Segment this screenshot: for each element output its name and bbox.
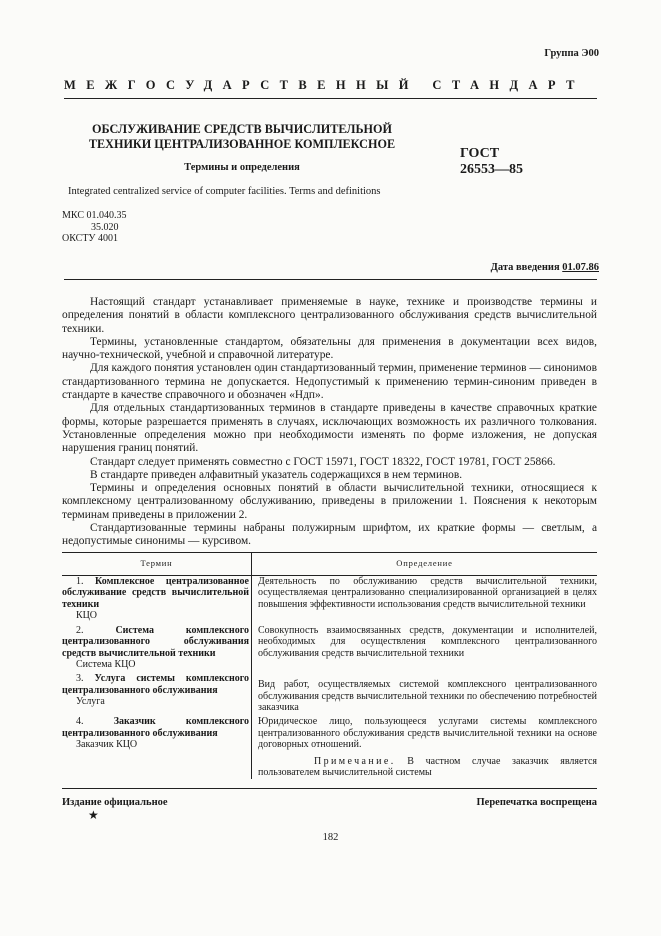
term-name: Комплексное централизованное обслуживание средств вычислительной техники [62,576,249,610]
term-short-form: Система КЦО [76,659,136,671]
term-name: Услуга системы комплексного централизованного обслуживания [62,673,250,696]
definition-cell: Вид работ, осуществляемых системой комплексного централизованного обслуживания средств вычислительной техники по обеспечению потребностей заказчика [258,679,597,713]
star-icon: ★ [88,808,99,822]
paragraph: Стандарт следует применять совместно с ГОСТ 15971, ГОСТ 18322, ГОСТ 19781, ГОСТ 25866. [90,455,556,468]
top-rule [64,98,597,99]
term-short-form: КЦО [76,609,97,621]
footer-official-edition: Издание официальное [62,797,168,808]
title-line-1: ОБСЛУЖИВАНИЕ СРЕДСТВ ВЫЧИСЛИТЕЛЬНОЙ [92,122,392,136]
term-name: Система комплексного централизованного обслуживания средств вычислительной техники [62,625,249,659]
introduction-date [491,262,599,273]
gost-number: 26553—85 [460,162,523,177]
intro-date-value: 01.07.86 [562,262,599,273]
header-title: МЕЖГОСУДАРСТВЕННЫЙ СТАНДАРТ [64,78,585,92]
english-title: Integrated centralized service of computer facilities. Terms and definitions [68,186,381,197]
term-number: 2. [76,625,84,637]
table-row [62,576,597,622]
classifier-codes [62,210,126,245]
intro-date-label: Дата введения [490,262,563,273]
definition-text: Юридическое лицо, пользующееся услугами системы комплексного централизованного обслуживания средств вычислительной техники на основе договорных отношений. [258,716,597,750]
paragraph: Для отдельных стандартизованных терминов в стандарте приведены в качестве справочных краткие формы, которые разрешается применять в случаях, исключающих возможность их различного толкования. Установленные определения можно при необходимости изменять по форме изложения, не допуская нарушения границ понятий. [62,402,597,455]
definition-cell [252,713,598,778]
intro-rule [64,279,597,280]
gost-label: ГОСТ [460,146,500,161]
definition-cell: Совокупность взаимосвязанных средств, документации и исполнителей, необходимых для осуществления комплексного централизованного обслуживания средств вычислительной техники [258,625,597,659]
paragraph: Термины, установленные стандартом, обязательны для применения в документации всех видов, научно-технической, учебной и справочной литературе. [62,335,597,362]
paragraph: Термины и определения основных понятий в области вычислительной техники, относящиеся к комплексному централизованному обслуживанию, приведены в приложении 1. Пояснения к некоторым терминам приведены в приложении 2. [62,482,597,521]
table-header-row [62,553,597,576]
bottom-rule [62,788,597,789]
document-subtitle: Термины и определения [184,162,300,173]
term-cell [62,621,252,670]
paragraph: Для каждого понятия установлен один стандартизованный термин, применение терминов — синонимов стандартизованного термина не допускается. Недопустимый к применению термин-синоним приведен в стандарте в качестве справочного и обозначен «Ндп». [62,362,597,402]
mks-code-2: 35.020 [91,221,119,233]
definition-note [258,756,597,779]
term-cell [62,713,252,778]
term-short-form: Услуга [76,695,105,707]
note-text: В частном случае заказчик является пользователем вычислительной системы [258,756,597,779]
header-definition: Определение [252,553,598,576]
term-cell [62,670,252,713]
footer-reprint-prohibited: Перепечатка воспрещена [476,797,597,808]
header-term: Термин [62,553,252,576]
page-number: 182 [322,832,339,843]
terms-table [62,552,597,779]
paragraph: В стандарте приведен алфавитный указатель содержащихся в нем терминов. [90,468,463,481]
paragraph: Стандартизованные термины набраны полужирным шрифтом, их краткие формы — светлым, а недопустимые синонимы — курсивом. [62,522,597,548]
table-row [62,670,597,713]
definition-cell: Деятельность по обслуживанию средств вычислительной техники, осуществляемая централизованно специализированной организацией в целях повышения эффективности использования средств вычислительной техники [258,576,597,610]
title-line-2: ТЕХНИКИ ЦЕНТРАЛИЗОВАННОЕ КОМПЛЕКСНОЕ [88,137,396,151]
note-label: Примечание. [314,756,396,768]
table-row [62,621,597,670]
body-text [62,296,597,549]
mks-code: МКС 01.040.35 [62,210,127,221]
term-name: Заказчик комплексного централизованного обслуживания [62,716,249,739]
term-short-form: Заказчик КЦО [76,738,138,750]
term-number: 3. [76,673,84,685]
term-number: 4. [76,716,84,728]
okstu-code: ОКСТУ 4001 [62,233,119,244]
group-label: Группа Э00 [544,48,599,59]
table-row [62,713,597,778]
document-title [66,122,418,152]
gost-code [460,146,550,178]
term-cell [62,576,252,622]
paragraph: Настоящий стандарт устанавливает применяемые в науке, технике и производстве термины и определения понятий в области комплексного централизованного обслуживания средств вычислительной техники. [62,296,597,335]
term-number: 1. [76,576,84,587]
